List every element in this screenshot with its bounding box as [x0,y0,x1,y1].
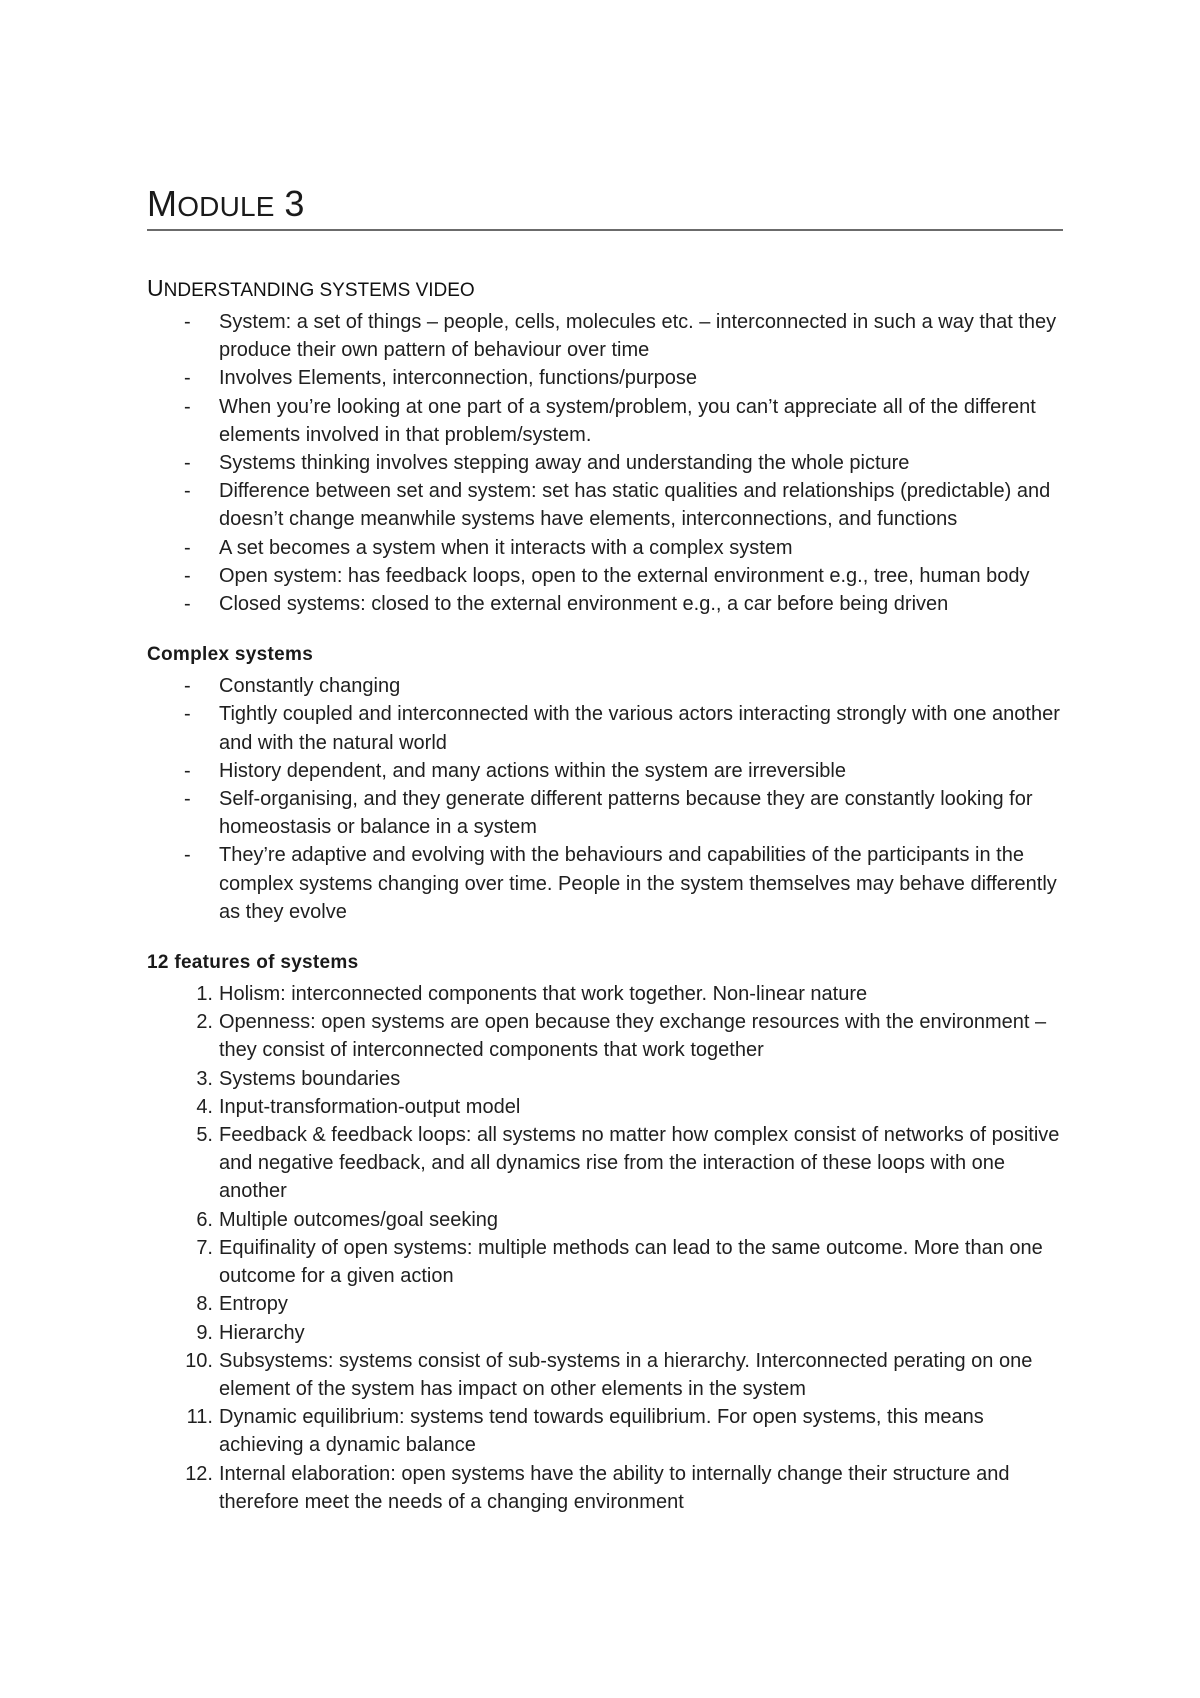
list-item [147,477,1063,533]
list-item-text: Feedback & feedback loops: all systems no matter how complex consist of networks of positive and negative feedback, and all dynamics rise from the interaction of these loops with one another [219,1124,1060,1203]
list-item [147,700,1063,756]
list-item-text: Constantly changing [219,675,401,698]
dash-marker: - [184,844,191,867]
list-item-text: When you’re looking at one part of a system/problem, you can’t appreciate all of the different elements involved in that problem/system. [219,395,1036,446]
list-number: 12. [185,1462,213,1485]
list-item-text: Open system: has feedback loops, open to the external environment e.g., tree, human body [219,564,1030,587]
dash-marker: - [184,480,191,503]
list-item [147,1403,1063,1459]
dash-marker: - [184,788,191,811]
dash-marker: - [184,367,191,390]
list-item [147,1121,1063,1206]
list-item [147,1347,1063,1403]
list-item-text: Self-organising, and they generate different patterns because they are constantly looking for homeostasis or balance in a system [219,788,1033,839]
module-title-initial: M [147,183,178,224]
list-item [147,449,1063,477]
list-item-text: Openness: open systems are open because they exchange resources with the environment – they consist of interconnected components that work together [219,1011,1047,1062]
list-item-text: Multiple outcomes/goal seeking [219,1208,499,1231]
list-item [147,308,1063,364]
list-item-text: A set becomes a system when it interacts with a complex system [219,536,793,559]
section-title-initial: U [147,275,164,301]
dash-marker: - [184,593,191,616]
dash-marker: - [184,536,191,559]
list-item [147,1460,1063,1516]
list-number: 9. [196,1321,213,1344]
dash-marker: - [184,311,191,333]
document-page [147,184,1063,1516]
list-item-text: Input-transformation-output model [219,1095,521,1118]
list-item-text: Dynamic equilibrium: systems tend towards equilibrium. For open systems, this means achieving a dynamic balance [219,1406,984,1457]
module-title-number: 3 [284,183,305,224]
list-item-text: Systems boundaries [219,1067,401,1090]
list-item-text: Closed systems: closed to the external environment e.g., a car before being driven [219,593,949,616]
list-item [147,534,1063,562]
list-item-text: Hierarchy [219,1321,305,1344]
list-item-text: Involves Elements, interconnection, functions/purpose [219,367,698,390]
title-underline [147,229,1063,231]
list-number: 8. [196,1293,213,1316]
section-title [147,275,1063,304]
list-item-text: They’re adaptive and evolving with the behaviours and capabilities of the participants in the complex systems changing over time. People in the system themselves may behave differently as they evolve [219,844,1057,923]
list-item [147,757,1063,785]
understanding-list [147,308,1063,618]
dash-marker: - [184,564,191,587]
list-item [147,1206,1063,1234]
list-number: 6. [196,1208,213,1231]
list-item [147,1008,1063,1064]
list-number: 2. [196,1011,213,1034]
list-item [147,393,1063,449]
dash-marker: - [184,675,191,698]
list-item-text: Difference between set and system: set has static qualities and relationships (predictable) and doesn’t change meanwhile systems have elements, interconnections, and functions [219,480,1051,531]
list-item [147,980,1063,1008]
list-item-text: History dependent, and many actions within the system are irreversible [219,759,846,782]
section-title-rest: NDERSTANDING SYSTEMS VIDEO [163,280,475,301]
list-item-text: Tightly coupled and interconnected with the various actors interacting strongly with one another and with the natural world [219,703,1060,754]
list-number: 11. [186,1406,213,1429]
list-item-text: System: a set of things – people, cells, molecules etc. – interconnected in such a way that they produce their own pattern of behaviour over time [219,311,1057,362]
list-item [147,590,1063,618]
features-heading: 12 features of systems [147,952,359,974]
list-item [147,785,1063,841]
list-item-text: Holism: interconnected components that work together. Non-linear nature [219,983,868,1006]
list-item [147,562,1063,590]
list-number: 5. [196,1124,213,1147]
list-item-text: Subsystems: systems consist of sub-systems in a hierarchy. Interconnected perating on one element of the system has impact on other elements in the system [219,1349,1033,1400]
list-item [147,364,1063,392]
list-item-text: Systems thinking involves stepping away and understanding the whole picture [219,452,910,475]
module-title-rest: ODULE [177,191,275,222]
list-item [147,1290,1063,1318]
list-number: 10. [185,1349,213,1372]
list-item [147,1234,1063,1290]
complex-systems-heading: Complex systems [147,644,314,666]
list-number: 3. [196,1067,213,1090]
complex-systems-list [147,672,1063,926]
list-item-text: Entropy [219,1293,288,1316]
module-title [147,184,1063,227]
dash-marker: - [184,759,191,782]
dash-marker: - [184,703,191,726]
list-item [147,841,1063,926]
list-item [147,1093,1063,1121]
list-item [147,1319,1063,1347]
features-list [147,980,1063,1516]
list-item-text: Internal elaboration: open systems have the ability to internally change their structure and therefore meet the needs of a changing environment [219,1462,1010,1513]
list-item [147,1065,1063,1093]
dash-marker: - [184,452,191,475]
list-number: 1. [196,983,213,1006]
list-number: 4. [196,1095,213,1118]
dash-marker: - [184,395,191,418]
list-item-text: Equifinality of open systems: multiple methods can lead to the same outcome. More than one outcome for a given action [219,1236,1043,1288]
list-item [147,672,1063,700]
list-number: 7. [196,1236,213,1259]
